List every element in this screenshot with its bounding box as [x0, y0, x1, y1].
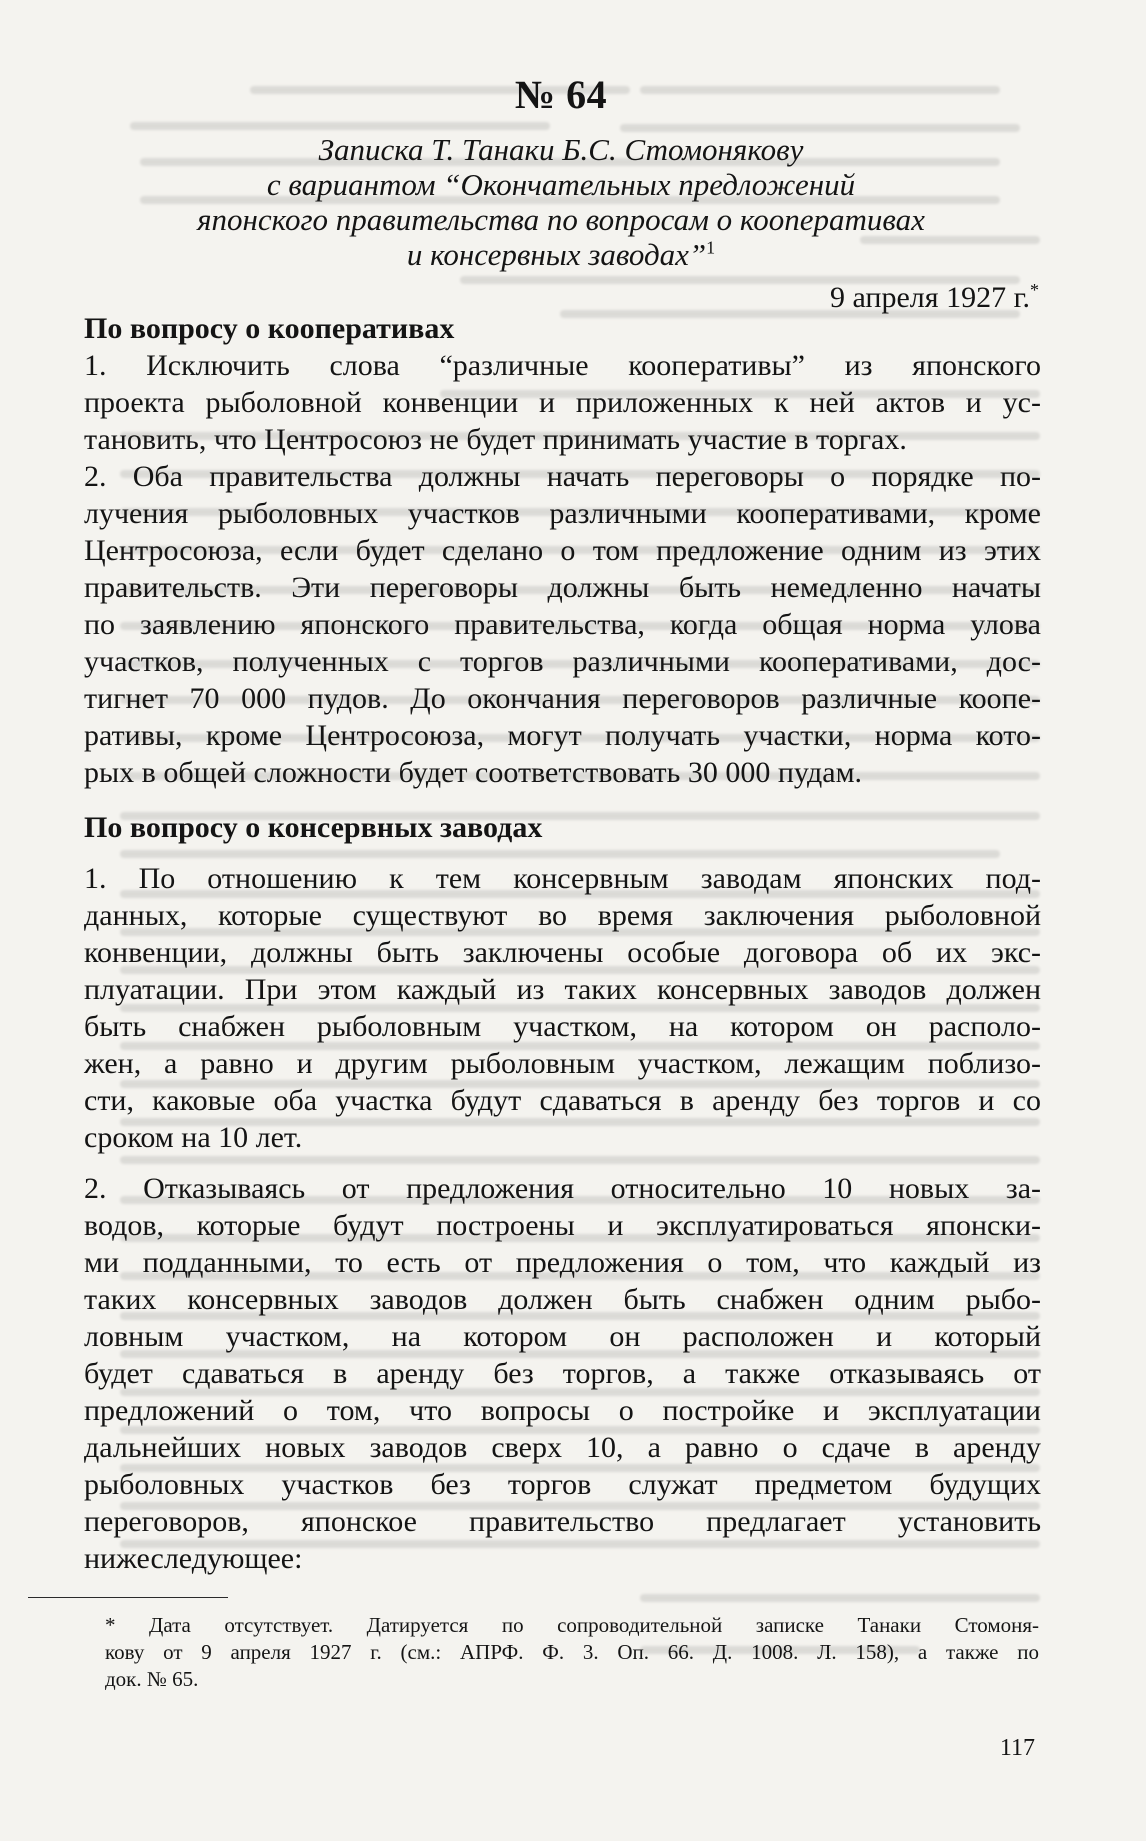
footnote-mark: *: [105, 1613, 116, 1637]
text-line: данных, которые существуют во время заключения рыболовной: [84, 899, 1041, 932]
title-footnote-mark: 1: [706, 237, 716, 258]
text-line: лучения рыболовных участков различными кооперативами, кроме: [84, 497, 1041, 530]
title-line: японского правительства по вопросам о кооперативах: [197, 202, 925, 237]
text-line: быть снабжен рыболовным участком, на котором он располо-: [84, 1010, 1041, 1043]
text-line: ративы, кроме Центросоюза, могут получать участки, норма кото-: [84, 719, 1041, 752]
text-line: тановить, что Центросоюз не будет принимать участие в торгах.: [84, 423, 907, 456]
title-line: [81, 237, 1041, 272]
text-line: проекта рыболовной конвенции и приложенных к ней актов и ус-: [84, 386, 1041, 419]
footnote-line: док. № 65.: [105, 1667, 199, 1691]
footnote: [81, 1612, 1039, 1693]
text-line: правительств. Эти переговоры должны быть немедленно начаты: [84, 571, 1041, 604]
text-line: водов, которые будут построены и эксплуатироваться японски-: [84, 1209, 1041, 1242]
text-line: 1. По отношению к тем консервным заводам японских под-: [84, 862, 1041, 895]
text-line: дальнейших новых заводов сверх 10, а равно о сдаче в аренду: [84, 1431, 1041, 1464]
footnote-divider: [28, 1597, 228, 1598]
text-line: ловным участком, на котором он расположен и который: [84, 1320, 1041, 1353]
cooperatives-paragraph-1: [81, 347, 1041, 458]
section-heading-canneries: По вопросу о консервных заводах: [84, 811, 543, 844]
footnote-line: [81, 1612, 1039, 1639]
text-line: ми подданными, то есть от предложения о том, что каждый из: [84, 1246, 1041, 1279]
date-footnote-mark: *: [1030, 280, 1039, 300]
text-line: 2. Оба правительства должны начать переговоры о порядке по-: [84, 460, 1041, 493]
footnote-line: кову от 9 апреля 1927 г. (см.: АПРФ. Ф. 3. Оп. 66. Д. 1008. Л. 158), а также по: [105, 1640, 1039, 1664]
page-number: 117: [999, 1735, 1035, 1761]
footnote-line-text: Дата отсутствует. Датируется по сопроводительной записке Танаки Стомоня-: [149, 1613, 1039, 1637]
text-line: тигнет 70 000 пудов. До окончания переговоров различные коопе-: [84, 682, 1041, 715]
canneries-paragraph-1: [81, 860, 1041, 1156]
section-heading-cooperatives: По вопросу о кооперативах: [84, 312, 455, 345]
text-line: рыболовных участков без торгов служат предметом будущих: [84, 1468, 1041, 1501]
text-line: плуатации. При этом каждый из таких консервных заводов должен: [84, 973, 1041, 1006]
canneries-paragraph-2: [81, 1170, 1041, 1577]
document-body: [81, 72, 1041, 1577]
title-line: Записка Т. Танаки Б.С. Стомонякову: [318, 132, 804, 167]
text-line: рых в общей сложности будет соответствовать 30 000 пудам.: [84, 756, 863, 789]
text-line: 1. Исключить слова “различные кооперативы” из японского: [84, 349, 1041, 382]
date-text: 9 апреля 1927 г.: [830, 281, 1030, 314]
text-line: сроком на 10 лет.: [84, 1121, 303, 1154]
title-line-text: и консервных заводах”: [406, 237, 707, 272]
text-line: конвенции, должны быть заключены особые договора об их экс-: [84, 936, 1041, 969]
text-line: предложений о том, что вопросы о постройке и эксплуатации: [84, 1394, 1041, 1427]
text-line: таких консервных заводов должен быть снабжен одним рыбо-: [84, 1283, 1041, 1316]
text-line: участков, полученных с торгов различными кооперативами, дос-: [84, 645, 1041, 678]
document-title: [81, 132, 1041, 272]
text-line: будет сдаваться в аренду без торгов, а также отказываясь от: [84, 1357, 1041, 1390]
text-line: нижеследующее:: [84, 1542, 303, 1575]
cooperatives-paragraph-2: [81, 458, 1041, 791]
text-line: по заявлению японского правительства, когда общая норма улова: [84, 608, 1041, 641]
text-line: Центросоюза, если будет сделано о том предложение одним из этих: [84, 534, 1041, 567]
text-line: жен, а равно и другим рыболовным участком, лежащим поблизо-: [84, 1047, 1041, 1080]
text-line: 2. Отказываясь от предложения относительно 10 новых за-: [84, 1172, 1041, 1205]
title-line: с вариантом “Окончательных предложений: [266, 167, 856, 202]
text-line: сти, каковые оба участка будут сдаваться в аренду без торгов и со: [84, 1084, 1041, 1117]
document-number: № 64: [514, 72, 608, 117]
text-line: переговоров, японское правительство предлагает установить: [84, 1505, 1041, 1538]
